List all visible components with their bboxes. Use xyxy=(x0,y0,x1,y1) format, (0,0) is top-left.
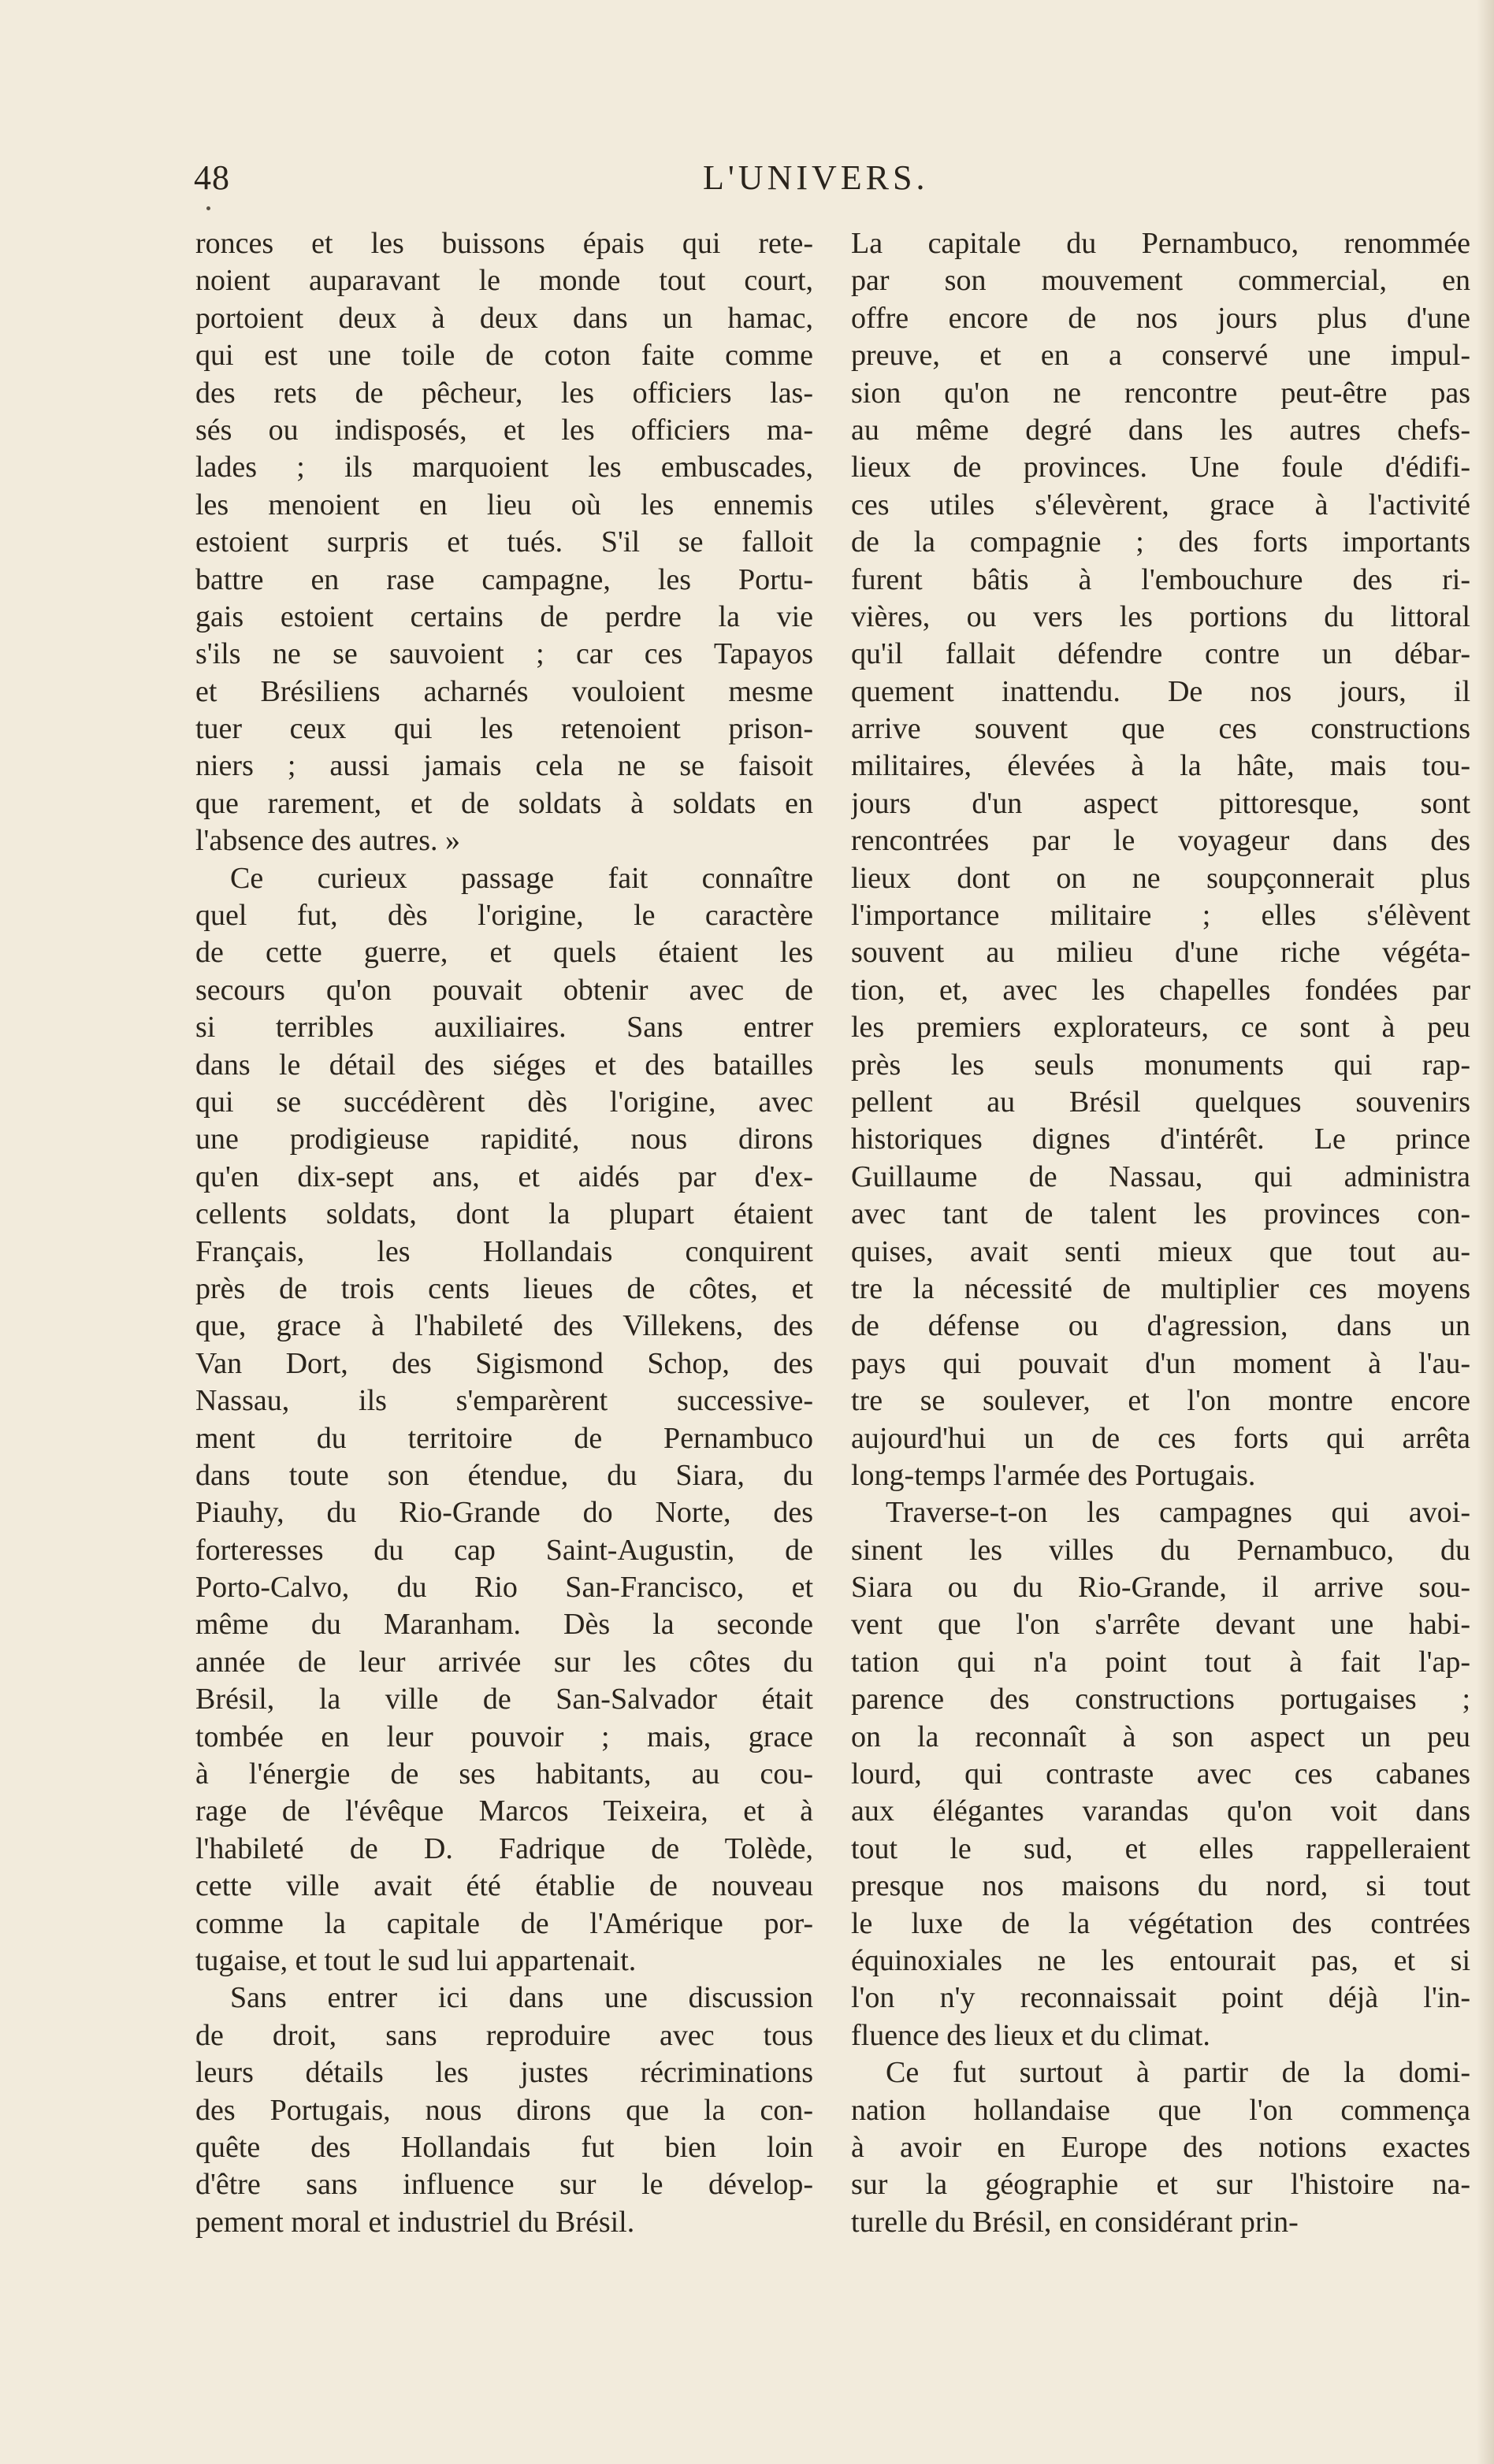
text-line: presque nos maisons du nord, si tout xyxy=(851,1869,1470,1903)
text-line: sion qu'on ne rencontre peut-être pas xyxy=(851,376,1470,410)
text-line: sur la géographie et sur l'histoire na- xyxy=(851,2168,1470,2202)
text-line: Traverse-t-on les campagnes qui avoi- xyxy=(886,1496,1470,1530)
text-line: et Brésiliens acharnés vouloient mesme xyxy=(195,674,813,708)
text-line: fluence des lieux et du climat. xyxy=(851,2018,1210,2052)
text-line: Sans entrer ici dans une discussion xyxy=(230,1981,813,2015)
text-line: rencontrées par le voyageur dans des xyxy=(851,824,1470,858)
text-line: si terribles auxiliaires. Sans entrer xyxy=(195,1011,813,1045)
text-line: historiques dignes d'intérêt. Le prince xyxy=(851,1123,1470,1156)
text-line: aux élégantes varandas qu'on voit dans xyxy=(851,1794,1470,1828)
text-line: sés ou indisposés, et les officiers ma- xyxy=(195,413,813,447)
text-line: qui se succédèrent dès l'origine, avec xyxy=(195,1085,813,1119)
text-line: cellents soldats, dont la plupart étaient xyxy=(195,1197,813,1231)
text-line: qui est une toile de coton faite comme xyxy=(195,339,813,373)
text-line: de défense ou d'agression, dans un xyxy=(851,1309,1470,1343)
text-line: Guillaume de Nassau, qui administra xyxy=(851,1160,1470,1193)
text-line: La capitale du Pernambuco, renommée xyxy=(851,227,1470,260)
text-line: dans toute son étendue, du Siara, du xyxy=(195,1458,813,1492)
text-line: comme la capitale de l'Amérique por- xyxy=(195,1906,813,1940)
text-line: au même degré dans les autres chefs- xyxy=(851,413,1470,447)
right-column xyxy=(851,225,1470,2241)
text-line: souvent au milieu d'une riche végéta- xyxy=(851,936,1470,970)
text-line: tion, et, avec les chapelles fondées par xyxy=(851,973,1470,1007)
text-line: une prodigieuse rapidité, nous dirons xyxy=(195,1123,813,1156)
text-line: par son mouvement commercial, en xyxy=(851,264,1470,298)
text-line: tation qui n'a point tout à fait l'ap- xyxy=(851,1645,1470,1679)
text-line: aujourd'hui un de ces forts qui arrêta xyxy=(851,1421,1470,1455)
text-line: quement inattendu. De nos jours, il xyxy=(851,674,1470,708)
text-line: quel fut, dès l'origine, le caractère xyxy=(195,899,813,933)
text-line: pement moral et industriel du Brésil. xyxy=(195,2205,635,2239)
text-line: que, grace à l'habileté des Villekens, des xyxy=(195,1309,813,1343)
text-line: de droit, sans reproduire avec tous xyxy=(195,2018,813,2052)
page-number: 48 xyxy=(194,158,230,197)
text-line: qu'il fallait défendre contre un débar- xyxy=(851,637,1470,671)
text-line: de la compagnie ; des forts importants xyxy=(851,525,1470,559)
text-line: vières, ou vers les portions du littoral xyxy=(851,599,1470,633)
text-line: équinoxiales ne les entourait pas, et si xyxy=(851,1943,1470,1977)
text-line: à avoir en Europe des notions exactes xyxy=(851,2130,1470,2164)
text-line: jours d'un aspect pittoresque, sont xyxy=(851,786,1470,820)
ink-dot xyxy=(206,206,210,210)
text-line: sinent les villes du Pernambuco, du xyxy=(851,1533,1470,1567)
text-line: à l'énergie de ses habitants, au cou- xyxy=(195,1757,813,1791)
text-line: s'ils ne se sauvoient ; car ces Tapayos xyxy=(195,637,813,671)
text-line: secours qu'on pouvait obtenir avec de xyxy=(195,973,813,1007)
text-line: arrive souvent que ces constructions xyxy=(851,712,1470,746)
text-line: tre se soulever, et l'on montre encore xyxy=(851,1384,1470,1418)
text-line: des Portugais, nous dirons que la con- xyxy=(195,2093,813,2127)
text-line: l'habileté de D. Fadrique de Tolède, xyxy=(195,1831,813,1865)
text-line: même du Maranham. Dès la seconde xyxy=(195,1608,813,1642)
left-column xyxy=(195,225,813,2241)
text-line: rage de l'évêque Marcos Teixeira, et à xyxy=(195,1794,813,1828)
text-line: des rets de pêcheur, les officiers las- xyxy=(195,376,813,410)
text-line: d'être sans influence sur le dévelop- xyxy=(195,2168,813,2202)
text-line: quises, avait senti mieux que tout au- xyxy=(851,1234,1470,1268)
text-line: parence des constructions portugaises ; xyxy=(851,1683,1470,1716)
running-title: L'UNIVERS. xyxy=(703,158,929,197)
text-line: turelle du Brésil, en considérant prin- xyxy=(851,2205,1299,2239)
text-line: long-temps l'armée des Portugais. xyxy=(851,1458,1256,1492)
text-line: tuer ceux qui les retenoient prison- xyxy=(195,712,813,746)
text-line: cette ville avait été établie de nouveau xyxy=(195,1869,813,1903)
text-line: tombée en leur pouvoir ; mais, grace xyxy=(195,1720,813,1753)
text-line: portoient deux à deux dans un hamac, xyxy=(195,301,813,335)
text-line: offre encore de nos jours plus d'une xyxy=(851,301,1470,335)
text-line: Van Dort, des Sigismond Schop, des xyxy=(195,1346,813,1380)
text-line: Ce fut surtout à partir de la domi- xyxy=(886,2056,1470,2090)
text-line: Piauhy, du Rio-Grande do Norte, des xyxy=(195,1496,813,1530)
text-line: preuve, et en a conservé une impul- xyxy=(851,339,1470,373)
text-line: noient auparavant le monde tout court, xyxy=(195,264,813,298)
text-line: Français, les Hollandais conquirent xyxy=(195,1234,813,1268)
text-line: furent bâtis à l'embouchure des ri- xyxy=(851,562,1470,596)
text-line: les premiers explorateurs, ce sont à peu xyxy=(851,1011,1470,1045)
text-line: quête des Hollandais fut bien loin xyxy=(195,2130,813,2164)
text-line: Brésil, la ville de San-Salvador était xyxy=(195,1683,813,1716)
text-line: l'importance militaire ; elles s'élèvent xyxy=(851,899,1470,933)
text-line: vent que l'on s'arrête devant une habi- xyxy=(851,1608,1470,1642)
text-line: battre en rase campagne, les Portu- xyxy=(195,562,813,596)
text-line: les menoient en lieu où les ennemis xyxy=(195,488,813,521)
text-line: l'absence des autres. » xyxy=(195,824,461,858)
text-line: année de leur arrivée sur les côtes du xyxy=(195,1645,813,1679)
text-line: ces utiles s'élevèrent, grace à l'activité xyxy=(851,488,1470,521)
text-line: Nassau, ils s'emparèrent successive- xyxy=(195,1384,813,1418)
text-line: on la reconnaît à son aspect un peu xyxy=(851,1720,1470,1753)
text-line: forteresses du cap Saint-Augustin, de xyxy=(195,1533,813,1567)
text-line: tout le sud, et elles rappelleraient xyxy=(851,1831,1470,1865)
text-line: tugaise, et tout le sud lui appartenait. xyxy=(195,1943,637,1977)
text-line: de cette guerre, et quels étaient les xyxy=(195,936,813,970)
text-line: Siara ou du Rio-Grande, il arrive sou- xyxy=(851,1571,1470,1605)
text-line: lourd, qui contraste avec ces cabanes xyxy=(851,1757,1470,1791)
text-line: lades ; ils marquoient les embuscades, xyxy=(195,451,813,484)
page-edge-shadow xyxy=(1477,0,1494,2464)
text-line: niers ; aussi jamais cela ne se faisoit xyxy=(195,749,813,783)
text-line: lieux de provinces. Une foule d'édifi- xyxy=(851,451,1470,484)
text-line: leurs détails les justes récriminations xyxy=(195,2056,813,2090)
text-line: pellent au Brésil quelques souvenirs xyxy=(851,1085,1470,1119)
text-line: avec tant de talent les provinces con- xyxy=(851,1197,1470,1231)
text-line: gais estoient certains de perdre la vie xyxy=(195,599,813,633)
text-line: ment du territoire de Pernambuco xyxy=(195,1421,813,1455)
text-line: ronces et les buissons épais qui rete- xyxy=(195,227,813,260)
text-line: dans le détail des siéges et des batailles xyxy=(195,1048,813,1082)
text-line: nation hollandaise que l'on commença xyxy=(851,2093,1470,2127)
text-line: près de trois cents lieues de côtes, et xyxy=(195,1271,813,1305)
text-line: lieux dont on ne soupçonnerait plus xyxy=(851,861,1470,895)
text-line: militaires, élevées à la hâte, mais tou- xyxy=(851,749,1470,783)
text-line: qu'en dix-sept ans, et aidés par d'ex- xyxy=(195,1160,813,1193)
text-line: estoient surpris et tués. S'il se falloit xyxy=(195,525,813,559)
text-line: l'on n'y reconnaissait point déjà l'in- xyxy=(851,1981,1470,2015)
text-line: Ce curieux passage fait connaître xyxy=(230,861,813,895)
text-line: Porto-Calvo, du Rio San-Francisco, et xyxy=(195,1571,813,1605)
text-line: tre la nécessité de multiplier ces moyens xyxy=(851,1271,1470,1305)
text-line: pays qui pouvait d'un moment à l'au- xyxy=(851,1346,1470,1380)
text-line: près les seuls monuments qui rap- xyxy=(851,1048,1470,1082)
text-line: que rarement, et de soldats à soldats en xyxy=(195,786,813,820)
text-line: le luxe de la végétation des contrées xyxy=(851,1906,1470,1940)
